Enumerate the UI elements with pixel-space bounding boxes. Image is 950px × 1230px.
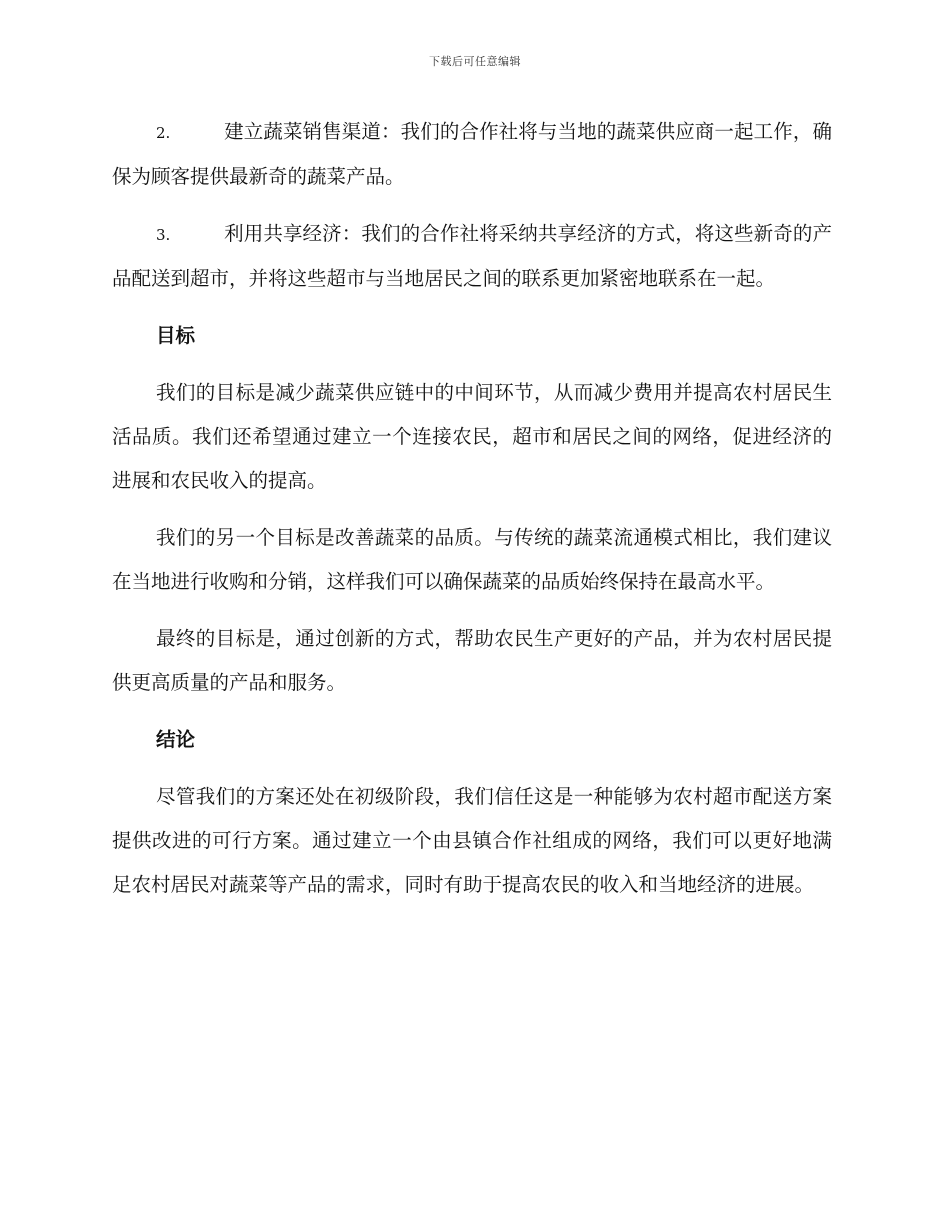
goals-paragraph: 我们的目标是减少蔬菜供应链中的中间环节，从而减少费用并提高农村居民生活品质。我们还希望通过建立一个连接农民，超市和居民之间的网络，促进经济的进展和农民收入的提高。 [112,381,832,492]
list-item-text: 建立蔬菜销售渠道：我们的合作社将与当地的蔬菜供应商一起工作，确保为顾客提供最新奇的蔬菜产品。 [112,120,832,188]
list-item-text: 利用共享经济：我们的合作社将采纳共享经济的方式，将这些新奇的产品配送到超市，并将这些超市与当地居民之间的联系更加紧密地联系在一起。 [112,222,832,290]
goals-paragraph: 最终的目标是，通过创新的方式，帮助农民生产更好的产品，并为农村居民提供更高质量的产品和服务。 [112,627,832,694]
list-number: 2. [156,124,171,142]
section-heading-goals: 目标 [156,324,196,347]
list-number: 3. [156,226,171,244]
document-body [112,110,832,920]
section-heading-conclusion: 结论 [156,728,196,751]
list-item [112,212,832,301]
page-header: 下载后可任意编辑 [429,55,521,68]
goals-paragraph: 我们的另一个目标是改善蔬菜的品质。与传统的蔬菜流通模式相比，我们建议在当地进行收购和分销，这样我们可以确保蔬菜的品质始终保持在最高水平。 [112,526,832,593]
list-item [112,110,832,199]
conclusion-paragraph: 尽管我们的方案还处在初级阶段，我们信任这是一种能够为农村超市配送方案提供改进的可行方案。通过建立一个由县镇合作社组成的网络，我们可以更好地满足农村居民对蔬菜等产品的需求，同时有助于提高农民的收入和当地经济的进展。 [112,785,832,896]
